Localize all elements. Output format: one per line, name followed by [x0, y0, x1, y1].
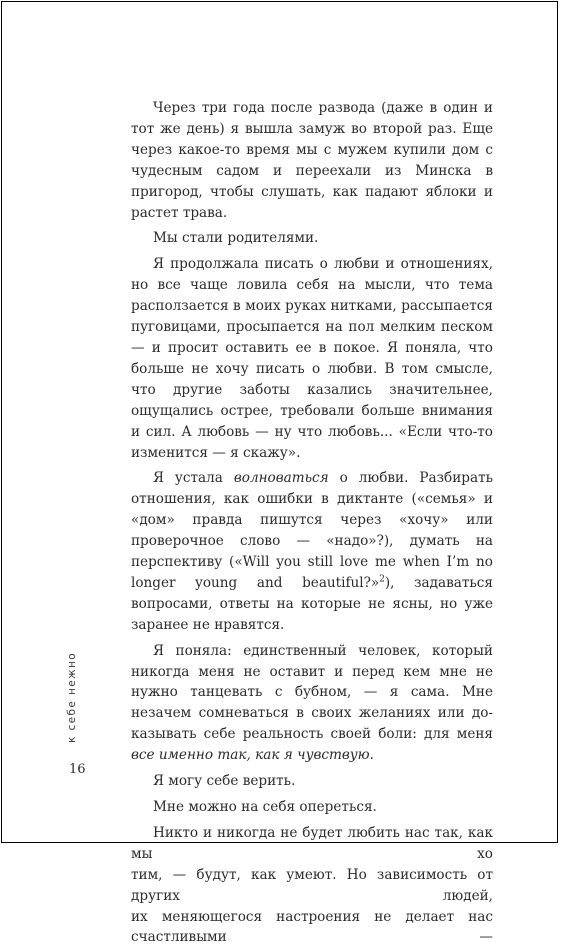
paragraph-continued	[131, 823, 493, 948]
text-segment: Мне можно на себя опереться.	[153, 799, 377, 815]
text-line: Никто и никогда не будет любить нас так, как мы хо	[131, 824, 493, 862]
paragraph	[131, 228, 493, 249]
text-line: их меняющегося настроения не делает нас счастливыми —	[131, 908, 493, 946]
text-segment: Я могу себе верить.	[153, 773, 296, 790]
book-page	[1, 1, 558, 946]
running-head: к себе нежно	[66, 651, 78, 743]
paragraph	[131, 254, 493, 463]
text-segment: о любви. Разбирать отношения, как ошибки в диктанте («семья» и «дом» правда пишутся через «хочу» или проверочное слово — «надо»?), думать на перспективу («Will you still love me when I’m no longer young and beautiful?»	[131, 470, 493, 591]
text-segment: Мы стали родителями.	[153, 230, 319, 247]
text-segment: ), задаваться вопросами, ответы на которые не ясны, но уже заранее не нравятся.	[131, 574, 493, 633]
paragraph	[131, 468, 493, 635]
text-line: тим, — будут, как умеют. Но зависимость от других людей,	[131, 866, 493, 904]
footnote-marker: 2	[379, 574, 385, 585]
body-text	[131, 98, 493, 948]
paragraph	[131, 771, 493, 792]
text-segment: Я устала	[153, 470, 234, 487]
text-segment: Я продолжала писать о любви и отношениях, но все чаще ловила себя на мысли, что тема расползается в моих руках нитками, рассыпается пуговицами, просыпается на пол мелким песком — и просит оставить ее в покое. Я поняла, что больше не хочу писать о любви. В том смысле, что другие заботы казались значительнее, ощущались острее, требовали больше внимания и сил. А любовь — ну что любовь... «Если что-то изменится — я скажу».	[131, 256, 493, 461]
italic-text: все именно так, как я чувствую.	[131, 747, 374, 764]
italic-text: волноваться	[233, 470, 329, 487]
page-number: 16	[69, 762, 86, 777]
paragraph	[131, 641, 493, 766]
paragraph	[131, 98, 493, 223]
text-segment: Через три года после развода (даже в один и тот же день) я вышла замуж во второй раз. Еще через какое-то время мы с мужем купили дом с чудесным садом и переехали из Минска в пригород, чтобы слушать, как падают яблоки и растет трава.	[131, 100, 493, 221]
paragraph	[131, 797, 493, 818]
text-segment: Я поняла: единственный человек, который никогда меня не оставит и перед кем мне не нужно танцевать с бубном, — я сама. Мне незачем сомневаться в своих желаниях или доказывать себе реальность своей боли: для меня	[131, 642, 493, 743]
